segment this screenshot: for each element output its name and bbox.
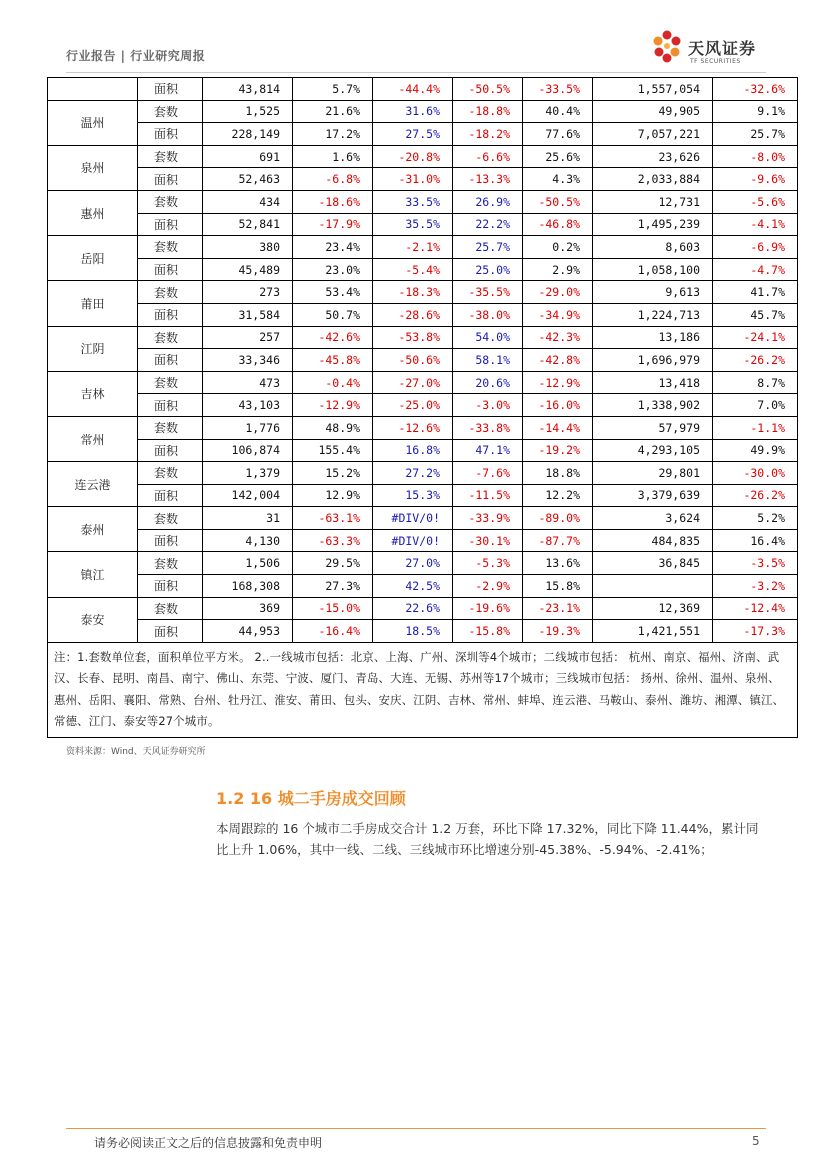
- value-cell: -33.5%: [523, 78, 593, 101]
- section-body: 本周跟踪的 16 个城市二手房成交合计 1.2 万套，环比下降 17.32%，同比下降 11.44%，累计同比上升 1.06%，其中一线、二线、三线城市环比增速分别-45.38%、-5.94%、-2.41%；: [216, 821, 759, 857]
- table-row: [48, 326, 798, 349]
- value-cell: -6.9%: [713, 236, 798, 259]
- value-cell: 27.5%: [373, 123, 453, 146]
- table-row: [48, 507, 798, 530]
- data-source: 资料来源：Wind、天风证券研究所: [66, 747, 206, 757]
- table-row: [48, 484, 798, 507]
- value-cell: 1,379: [203, 462, 293, 485]
- value-cell: -19.3%: [523, 620, 593, 643]
- value-cell: 4.3%: [523, 168, 593, 191]
- metric-cell: 套数: [138, 281, 203, 304]
- logo-cn-text: 天风证券: [688, 39, 757, 58]
- footer-disclaimer: 请务必阅读正文之后的信息披露和免责申明: [94, 1136, 323, 1150]
- value-cell: 26.9%: [453, 190, 523, 213]
- value-cell: 29.5%: [293, 552, 373, 575]
- table-row: [48, 258, 798, 281]
- value-cell: -46.8%: [523, 213, 593, 236]
- value-cell: 12,731: [593, 190, 713, 213]
- value-cell: -30.1%: [453, 529, 523, 552]
- value-cell: -18.3%: [373, 281, 453, 304]
- value-cell: 20.6%: [453, 371, 523, 394]
- value-cell: 15.8%: [523, 575, 593, 598]
- table-row: [48, 100, 798, 123]
- table-row: [48, 78, 798, 101]
- value-cell: 45.7%: [713, 303, 798, 326]
- metric-cell: 面积: [138, 484, 203, 507]
- table-row: [48, 190, 798, 213]
- value-cell: 1,776: [203, 416, 293, 439]
- value-cell: 1,058,100: [593, 258, 713, 281]
- table-row: [48, 303, 798, 326]
- value-cell: 1,557,054: [593, 78, 713, 101]
- value-cell: 155.4%: [293, 439, 373, 462]
- value-cell: -16.0%: [523, 394, 593, 417]
- value-cell: 1.6%: [293, 145, 373, 168]
- value-cell: 15.3%: [373, 484, 453, 507]
- metric-cell: 面积: [138, 575, 203, 598]
- value-cell: 33,346: [203, 349, 293, 372]
- city-cell: 泰安: [48, 597, 138, 642]
- value-cell: 691: [203, 145, 293, 168]
- value-cell: -19.6%: [453, 597, 523, 620]
- value-cell: 23,626: [593, 145, 713, 168]
- value-cell: -8.0%: [713, 145, 798, 168]
- value-cell: -4.1%: [713, 213, 798, 236]
- value-cell: 1,338,902: [593, 394, 713, 417]
- value-cell: 23.4%: [293, 236, 373, 259]
- value-cell: -15.8%: [453, 620, 523, 643]
- value-cell: 41.7%: [713, 281, 798, 304]
- value-cell: -18.2%: [453, 123, 523, 146]
- table-row: [48, 145, 798, 168]
- value-cell: 228,149: [203, 123, 293, 146]
- value-cell: 5.2%: [713, 507, 798, 530]
- city-cell: 吉林: [48, 371, 138, 416]
- metric-cell: 套数: [138, 236, 203, 259]
- table-row: [48, 620, 798, 643]
- value-cell: -50.6%: [373, 349, 453, 372]
- value-cell: 3,379,639: [593, 484, 713, 507]
- value-cell: -26.2%: [713, 484, 798, 507]
- value-cell: 168,308: [203, 575, 293, 598]
- table-note-row: [48, 642, 798, 737]
- table-row: [48, 529, 798, 552]
- value-cell: -18.6%: [293, 190, 373, 213]
- value-cell: 50.7%: [293, 303, 373, 326]
- table-row: [48, 552, 798, 575]
- value-cell: 369: [203, 597, 293, 620]
- value-cell: -31.0%: [373, 168, 453, 191]
- value-cell: -63.1%: [293, 507, 373, 530]
- city-cell: 惠州: [48, 190, 138, 235]
- table-row: [48, 168, 798, 191]
- value-cell: 49,905: [593, 100, 713, 123]
- section-title: 1.2 16 城二手房成交回顾: [216, 789, 406, 808]
- value-cell: 273: [203, 281, 293, 304]
- value-cell: 8.7%: [713, 371, 798, 394]
- metric-cell: 套数: [138, 371, 203, 394]
- value-cell: 12.9%: [293, 484, 373, 507]
- value-cell: 25.6%: [523, 145, 593, 168]
- value-cell: 33.5%: [373, 190, 453, 213]
- value-cell: 42.5%: [373, 575, 453, 598]
- logo-en-text: TF SECURITIES: [690, 58, 741, 65]
- value-cell: 434: [203, 190, 293, 213]
- value-cell: -29.0%: [523, 281, 593, 304]
- value-cell: -63.3%: [293, 529, 373, 552]
- value-cell: 52,463: [203, 168, 293, 191]
- metric-cell: 面积: [138, 529, 203, 552]
- value-cell: -19.2%: [523, 439, 593, 462]
- value-cell: 142,004: [203, 484, 293, 507]
- value-cell: 13,418: [593, 371, 713, 394]
- value-cell: -33.9%: [453, 507, 523, 530]
- table-row: [48, 281, 798, 304]
- metric-cell: 面积: [138, 168, 203, 191]
- page-number: 5: [752, 1134, 760, 1148]
- metric-cell: 套数: [138, 552, 203, 575]
- value-cell: 16.4%: [713, 529, 798, 552]
- value-cell: 57,979: [593, 416, 713, 439]
- metric-cell: 套数: [138, 416, 203, 439]
- value-cell: -38.0%: [453, 303, 523, 326]
- value-cell: -13.3%: [453, 168, 523, 191]
- value-cell: -6.8%: [293, 168, 373, 191]
- city-cell: 温州: [48, 100, 138, 145]
- value-cell: 25.0%: [453, 258, 523, 281]
- value-cell: 31: [203, 507, 293, 530]
- value-cell: -3.0%: [453, 394, 523, 417]
- value-cell: 36,845: [593, 552, 713, 575]
- metric-cell: 面积: [138, 439, 203, 462]
- value-cell: 35.5%: [373, 213, 453, 236]
- metric-cell: 面积: [138, 349, 203, 372]
- table-row: [48, 394, 798, 417]
- value-cell: 16.8%: [373, 439, 453, 462]
- value-cell: 4,293,105: [593, 439, 713, 462]
- table-row: [48, 123, 798, 146]
- value-cell: 2,033,884: [593, 168, 713, 191]
- table-body: [48, 78, 798, 643]
- value-cell: 1,224,713: [593, 303, 713, 326]
- tf-securities-logo: [650, 28, 780, 74]
- value-cell: 1,495,239: [593, 213, 713, 236]
- value-cell: 18.8%: [523, 462, 593, 485]
- value-cell: -53.8%: [373, 326, 453, 349]
- value-cell: 53.4%: [293, 281, 373, 304]
- value-cell: -2.1%: [373, 236, 453, 259]
- value-cell: 22.2%: [453, 213, 523, 236]
- value-cell: 77.6%: [523, 123, 593, 146]
- value-cell: 27.0%: [373, 552, 453, 575]
- value-cell: 15.2%: [293, 462, 373, 485]
- value-cell: 40.4%: [523, 100, 593, 123]
- value-cell: 12,369: [593, 597, 713, 620]
- table-row: [48, 349, 798, 372]
- value-cell: -2.9%: [453, 575, 523, 598]
- footer-divider: [66, 1128, 766, 1129]
- city-cell: 泉州: [48, 145, 138, 190]
- value-cell: -12.4%: [713, 597, 798, 620]
- value-cell: -27.0%: [373, 371, 453, 394]
- value-cell: -20.8%: [373, 145, 453, 168]
- value-cell: 23.0%: [293, 258, 373, 281]
- value-cell: -5.6%: [713, 190, 798, 213]
- metric-cell: 面积: [138, 78, 203, 101]
- value-cell: -23.1%: [523, 597, 593, 620]
- value-cell: 13.6%: [523, 552, 593, 575]
- value-cell: -44.4%: [373, 78, 453, 101]
- value-cell: 58.1%: [453, 349, 523, 372]
- value-cell: 13,186: [593, 326, 713, 349]
- value-cell: -89.0%: [523, 507, 593, 530]
- city-cell: 江阴: [48, 326, 138, 371]
- value-cell: -9.6%: [713, 168, 798, 191]
- table-row: [48, 462, 798, 485]
- city-cell: 镇江: [48, 552, 138, 597]
- value-cell: -25.0%: [373, 394, 453, 417]
- value-cell: -26.2%: [713, 349, 798, 372]
- value-cell: -15.0%: [293, 597, 373, 620]
- value-cell: 48.9%: [293, 416, 373, 439]
- value-cell: 31,584: [203, 303, 293, 326]
- value-cell: -17.3%: [713, 620, 798, 643]
- table-row: [48, 236, 798, 259]
- value-cell: 27.3%: [293, 575, 373, 598]
- value-cell: [593, 575, 713, 598]
- city-cell: 连云港: [48, 462, 138, 507]
- value-cell: 31.6%: [373, 100, 453, 123]
- value-cell: 17.2%: [293, 123, 373, 146]
- value-cell: 7,057,221: [593, 123, 713, 146]
- city-cell: 莆田: [48, 281, 138, 326]
- table-row: [48, 371, 798, 394]
- value-cell: 484,835: [593, 529, 713, 552]
- city-cell: 常州: [48, 416, 138, 461]
- metric-cell: 面积: [138, 258, 203, 281]
- value-cell: 44,953: [203, 620, 293, 643]
- value-cell: 27.2%: [373, 462, 453, 485]
- table-note: 注：1.套数单位套，面积单位平方米。 2..一线城市包括：北京、上海、广州、深圳等4个城市；二线城市包括： 杭州、南京、福州、济南、武汉、长春、昆明、南昌、南宁、佛山、东莞、宁波、厦门、青岛、大连、无锡、苏州等17个城市；三线城市包括： 扬州、徐州、温州、泉州、惠州、岳阳、襄阳、常熟、台州、牡丹江、淮安、莆田、包头、安庆、江阴、吉林、常州、蚌埠、连云港、马鞍山、泰州、潍坊、湘潭、镇江、常德、江门、泰安等27个城市。: [48, 642, 798, 737]
- value-cell: -34.9%: [523, 303, 593, 326]
- value-cell: 18.5%: [373, 620, 453, 643]
- value-cell: -42.8%: [523, 349, 593, 372]
- value-cell: 473: [203, 371, 293, 394]
- value-cell: -32.6%: [713, 78, 798, 101]
- table-row: [48, 575, 798, 598]
- value-cell: 22.6%: [373, 597, 453, 620]
- value-cell: 106,874: [203, 439, 293, 462]
- value-cell: -30.0%: [713, 462, 798, 485]
- value-cell: -5.4%: [373, 258, 453, 281]
- value-cell: -24.1%: [713, 326, 798, 349]
- metric-cell: 面积: [138, 620, 203, 643]
- value-cell: #DIV/0!: [373, 529, 453, 552]
- value-cell: -50.5%: [453, 78, 523, 101]
- value-cell: -5.3%: [453, 552, 523, 575]
- value-cell: 25.7%: [713, 123, 798, 146]
- value-cell: 0.2%: [523, 236, 593, 259]
- value-cell: 54.0%: [453, 326, 523, 349]
- value-cell: -1.1%: [713, 416, 798, 439]
- value-cell: 4,130: [203, 529, 293, 552]
- value-cell: 1,696,979: [593, 349, 713, 372]
- value-cell: 7.0%: [713, 394, 798, 417]
- value-cell: 380: [203, 236, 293, 259]
- value-cell: -16.4%: [293, 620, 373, 643]
- value-cell: -6.6%: [453, 145, 523, 168]
- value-cell: 21.6%: [293, 100, 373, 123]
- value-cell: -12.6%: [373, 416, 453, 439]
- metric-cell: 面积: [138, 213, 203, 236]
- value-cell: 9.1%: [713, 100, 798, 123]
- value-cell: 47.1%: [453, 439, 523, 462]
- value-cell: 5.7%: [293, 78, 373, 101]
- value-cell: 25.7%: [453, 236, 523, 259]
- table-row: [48, 416, 798, 439]
- value-cell: 49.9%: [713, 439, 798, 462]
- value-cell: -7.6%: [453, 462, 523, 485]
- metric-cell: 面积: [138, 394, 203, 417]
- metric-cell: 套数: [138, 326, 203, 349]
- metric-cell: 套数: [138, 597, 203, 620]
- value-cell: 12.2%: [523, 484, 593, 507]
- value-cell: 52,841: [203, 213, 293, 236]
- value-cell: -3.5%: [713, 552, 798, 575]
- value-cell: 3,624: [593, 507, 713, 530]
- table-row: [48, 439, 798, 462]
- value-cell: 1,421,551: [593, 620, 713, 643]
- value-cell: 8,603: [593, 236, 713, 259]
- value-cell: -4.7%: [713, 258, 798, 281]
- value-cell: -42.6%: [293, 326, 373, 349]
- report-breadcrumb: 行业报告 | 行业研究周报: [66, 49, 206, 63]
- value-cell: -12.9%: [523, 371, 593, 394]
- value-cell: -12.9%: [293, 394, 373, 417]
- value-cell: 9,613: [593, 281, 713, 304]
- value-cell: -42.3%: [523, 326, 593, 349]
- value-cell: -18.8%: [453, 100, 523, 123]
- value-cell: -33.8%: [453, 416, 523, 439]
- value-cell: 45,489: [203, 258, 293, 281]
- metric-cell: 套数: [138, 507, 203, 530]
- value-cell: -11.5%: [453, 484, 523, 507]
- city-cell: [48, 78, 138, 101]
- value-cell: -87.7%: [523, 529, 593, 552]
- metric-cell: 套数: [138, 100, 203, 123]
- metric-cell: 套数: [138, 190, 203, 213]
- value-cell: -28.6%: [373, 303, 453, 326]
- value-cell: -0.4%: [293, 371, 373, 394]
- value-cell: #DIV/0!: [373, 507, 453, 530]
- value-cell: -3.2%: [713, 575, 798, 598]
- value-cell: -50.5%: [523, 190, 593, 213]
- table-row: [48, 213, 798, 236]
- city-cell: 岳阳: [48, 236, 138, 281]
- value-cell: -14.4%: [523, 416, 593, 439]
- value-cell: -35.5%: [453, 281, 523, 304]
- value-cell: 43,103: [203, 394, 293, 417]
- value-cell: -17.9%: [293, 213, 373, 236]
- logo-flower-icon: [650, 28, 684, 68]
- value-cell: 2.9%: [523, 258, 593, 281]
- value-cell: 43,814: [203, 78, 293, 101]
- value-cell: 1,525: [203, 100, 293, 123]
- value-cell: -45.8%: [293, 349, 373, 372]
- value-cell: 29,801: [593, 462, 713, 485]
- metric-cell: 套数: [138, 462, 203, 485]
- metric-cell: 面积: [138, 123, 203, 146]
- second-hand-housing-table: [47, 77, 798, 738]
- city-cell: 泰州: [48, 507, 138, 552]
- metric-cell: 套数: [138, 145, 203, 168]
- metric-cell: 面积: [138, 303, 203, 326]
- table-row: [48, 597, 798, 620]
- value-cell: 257: [203, 326, 293, 349]
- value-cell: 1,506: [203, 552, 293, 575]
